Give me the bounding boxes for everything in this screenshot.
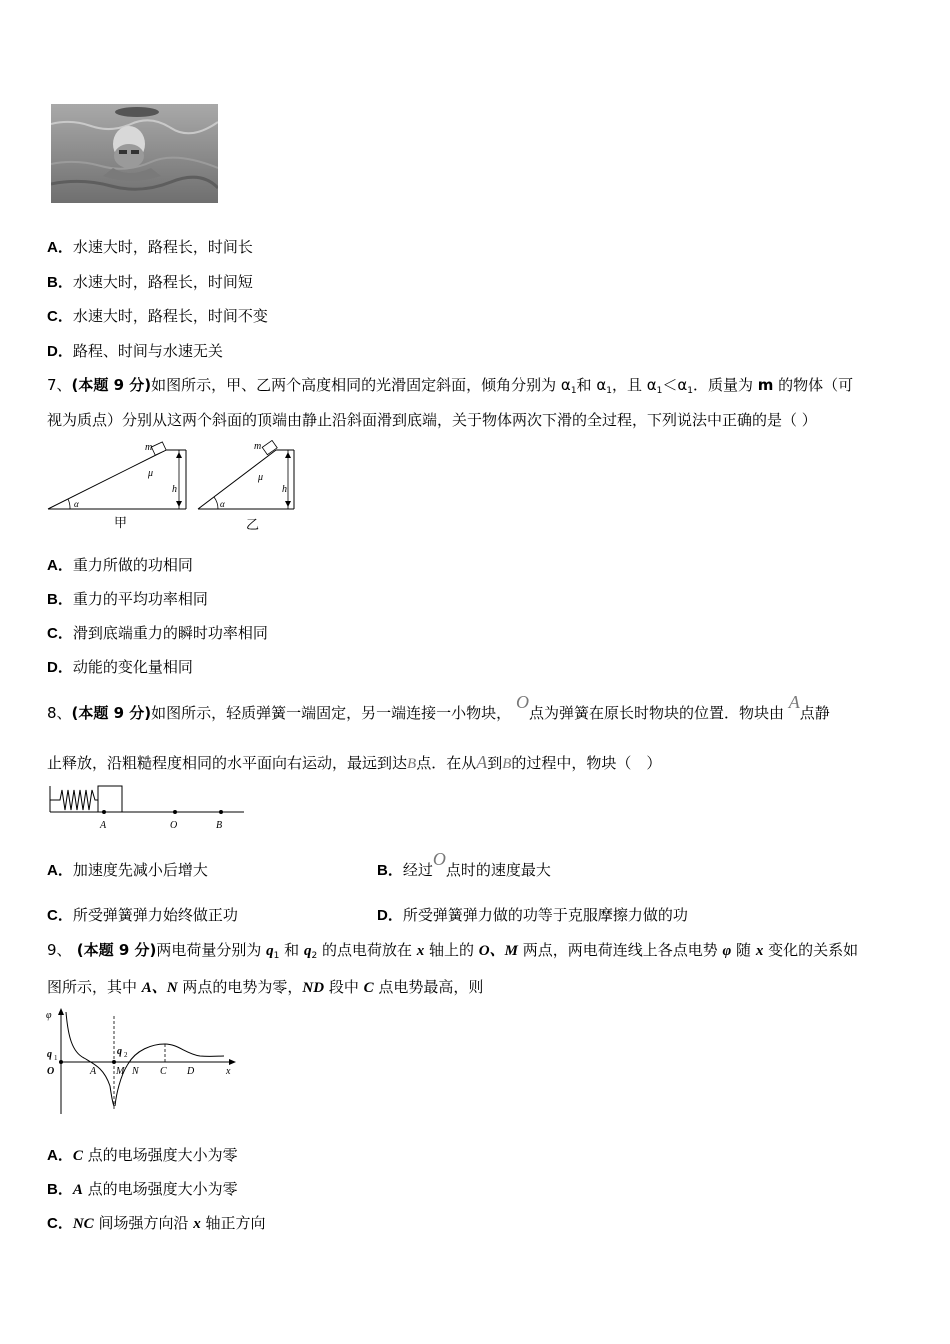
q9-fig-o: O [47, 1066, 55, 1077]
swimmer-photo [51, 104, 218, 203]
q9-fig-q2-sub: 2 [124, 1051, 128, 1059]
q9-potential-graph [44, 1006, 244, 1118]
q9-stem-line1: 9、 (本题 9 分)两电荷量分别为 $q_1$ 和 $q_2$ 的点电荷放在 x 轴上的 O、M 两点，两电荷连线上各点电势 φ 随 x 变化的关系如 [47, 941, 859, 961]
q7-mass-right: m [254, 441, 262, 452]
q7-angle-left: α [74, 499, 79, 509]
q7-option-d: D．动能的变化量相同 [47, 658, 193, 676]
q6-option-b: B．水速大时，路程长，时间短 [47, 273, 253, 291]
q7-mu-right: μ [258, 472, 264, 483]
q9-fig-c: C [160, 1066, 167, 1077]
q9-fig-x: x [226, 1066, 231, 1077]
q7-option-b: B．重力的平均功率相同 [47, 590, 208, 608]
q9-option-c: C．NC 间场强方向沿 x 轴正方向 [47, 1214, 266, 1232]
q8-fig-b: B [216, 820, 223, 831]
q9-fig-q1: q [47, 1049, 52, 1060]
q8-option-a: A．加速度先减小后增大 [47, 861, 208, 879]
q7-stem-line2: 视为质点）分别从这两个斜面的顶端由静止沿斜面滑到底端，关于物体两次下滑的全过程，下列说法中正确的是（ ） [47, 411, 817, 429]
q9-fig-m: M [116, 1066, 125, 1077]
q9-fig-q1-sub: 1 [54, 1054, 58, 1062]
q7-inclines-figure [44, 440, 314, 536]
q9-fig-a: A [90, 1066, 97, 1077]
q7-h-left: h [172, 484, 177, 495]
q7-label-yi: 乙 [246, 517, 260, 532]
q7-mu-left: μ [148, 468, 154, 479]
q9-stem-line2: 图所示，其中 A、N 两点的电势为零，ND 段中 C 点电势最高，则 [47, 978, 484, 996]
q7-label-jia: 甲 [114, 515, 128, 530]
q9-fig-q2: q [117, 1046, 122, 1057]
q8-stem-line2: 止释放，沿粗糙程度相同的水平面向右运动，最远到达B点．在从A到B的过程中，物块（ ） [47, 752, 662, 772]
q8-spring-figure [44, 782, 254, 834]
q6-option-c: C．水速大时，路程长，时间不变 [47, 307, 268, 325]
q9-option-b: B．A 点的电场强度大小为零 [47, 1180, 238, 1198]
q8-option-c: C．所受弹簧弹力始终做正功 [47, 906, 238, 924]
q9-fig-n: N [132, 1066, 139, 1077]
q8-option-d: D．所受弹簧弹力做的功等于克服摩擦力做的功 [377, 906, 688, 924]
q7-mass-left: m [145, 442, 153, 453]
q9-fig-d: D [187, 1066, 195, 1077]
q8-fig-a: A [100, 820, 107, 831]
q6-option-a: A．水速大时，路程长，时间长 [47, 238, 253, 256]
q7-option-a: A．重力所做的功相同 [47, 556, 193, 574]
q7-stem-line1: 7、(本题 9 分)如图所示，甲、乙两个高度相同的光滑固定斜面，倾角分别为 $\alpha_1$和 $\alpha_1$，且 $\alpha_1<\alpha_1$．质量为 m 的物体（可 [47, 376, 854, 396]
q7-option-c: C．滑到底端重力的瞬时功率相同 [47, 624, 268, 642]
q9-option-a: A．C 点的电场强度大小为零 [47, 1146, 238, 1164]
q6-option-d: D．路程、时间与水速无关 [47, 342, 223, 360]
q8-fig-o: O [170, 820, 178, 831]
q8-option-b: B．经过O点时的速度最大 [377, 849, 551, 879]
q9-fig-phi: φ [46, 1010, 52, 1021]
q7-h-right: h [282, 484, 287, 495]
q7-angle-right: α [220, 499, 225, 509]
q8-stem-line1: 8、(本题 9 分)如图所示，轻质弹簧一端固定，另一端连接一小物块， O点为弹簧在原长时物块的位置．物块由 A点静 [47, 692, 830, 722]
